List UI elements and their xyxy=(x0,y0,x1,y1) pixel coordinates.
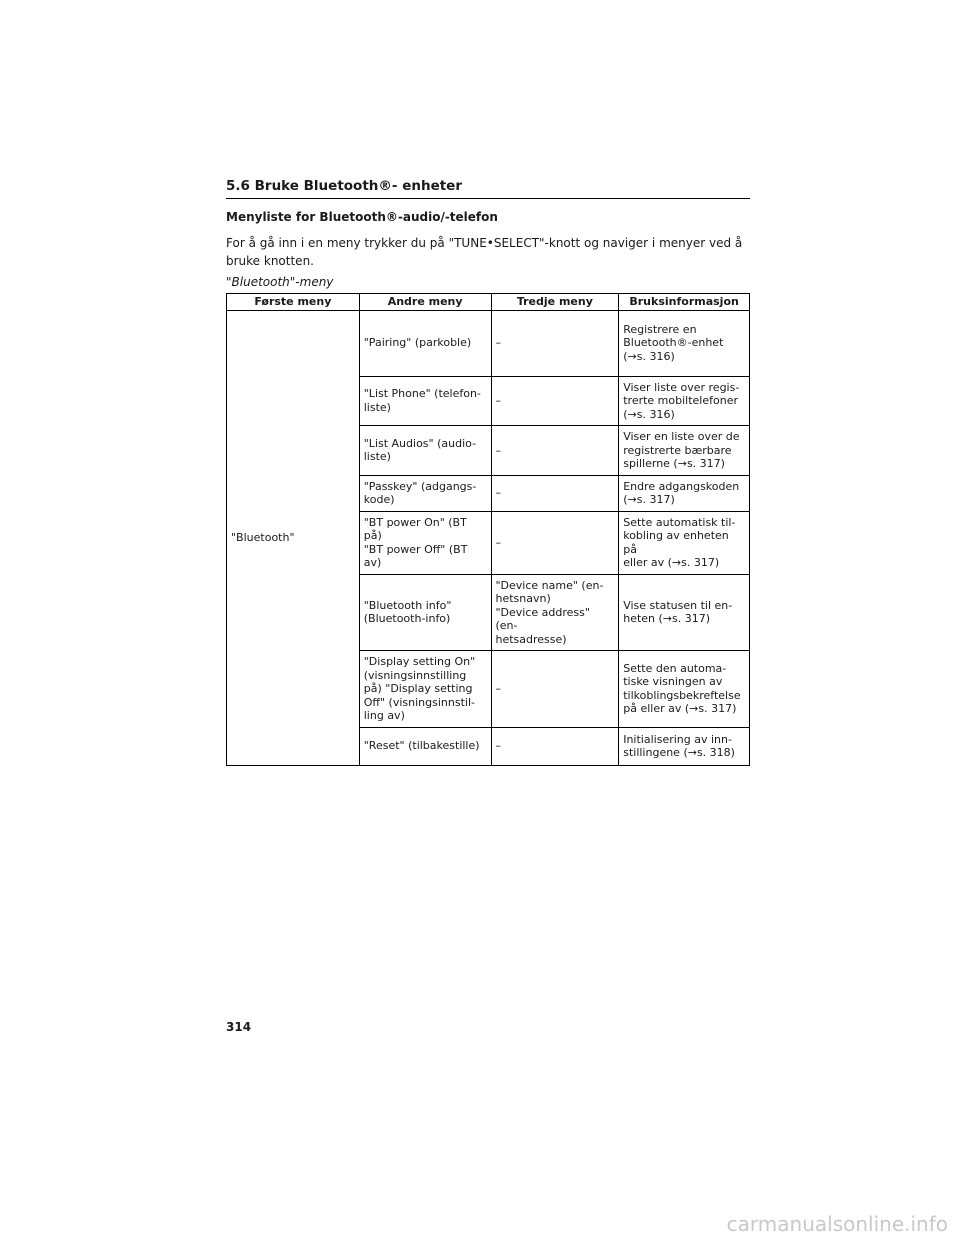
cell-usage-info xyxy=(619,475,750,511)
header-second-menu: Andre meny xyxy=(359,294,491,311)
cell-line: "Display setting On" xyxy=(363,655,476,668)
cell-line: – xyxy=(495,486,501,500)
cell-line: eller av (→s. 317) xyxy=(623,556,720,569)
cell-line: ling av) xyxy=(363,709,405,722)
cell-second-menu xyxy=(359,376,491,426)
cell-second-menu xyxy=(359,310,491,376)
cell-line: heten (→s. 317) xyxy=(623,612,711,626)
cell-line: Viser en liste over de xyxy=(623,430,740,443)
cell-third-menu xyxy=(491,475,619,511)
cell-third-menu xyxy=(491,727,619,765)
cell-line: "Reset" (tilbakestille) xyxy=(363,739,480,753)
header-usage-info: Bruksinformasjon xyxy=(619,294,750,311)
cell-line: Vise statusen til en- xyxy=(623,598,733,612)
section-header: 5.6 Bruke Bluetooth®- enheter xyxy=(226,178,750,199)
cell-line: (Bluetooth-info) xyxy=(363,612,451,626)
cell-second-menu xyxy=(359,651,491,728)
cell-usage-info xyxy=(619,376,750,426)
cell-line: – xyxy=(495,682,501,695)
cell-third-menu xyxy=(491,511,619,574)
cell-line: (visningsinnstilling xyxy=(363,668,467,682)
cell-line: tilkoblingsbekreftelse xyxy=(623,688,741,702)
cell-third-menu xyxy=(491,376,619,426)
cell-line: "Pairing" (parkoble) xyxy=(363,336,472,350)
cell-line: "BT power On" (BT på) xyxy=(363,515,467,542)
cell-line: Sette den automa- xyxy=(623,661,727,675)
cell-third-menu xyxy=(491,651,619,728)
cell-line: "List Phone" (telefon- xyxy=(363,387,481,401)
cell-usage-info xyxy=(619,310,750,376)
watermark: carmanualsonline.info xyxy=(726,1212,948,1236)
cell-line: – xyxy=(495,535,501,549)
cell-line: tiske visningen av xyxy=(623,675,723,689)
cell-usage-info xyxy=(619,426,750,476)
cell-line: – xyxy=(495,739,501,753)
cell-line: registrerte bærbare xyxy=(623,443,732,457)
table-row xyxy=(227,310,750,376)
cell-line: – xyxy=(495,394,501,407)
cell-first-menu: "Bluetooth" xyxy=(227,310,360,765)
cell-line: Off" (visningsinnstil- xyxy=(363,695,475,709)
cell-line: kode) xyxy=(363,493,395,506)
cell-line: "Device name" (en- xyxy=(495,578,604,592)
header-third-menu: Tredje meny xyxy=(491,294,619,311)
cell-line: liste) xyxy=(363,400,391,414)
table-body xyxy=(227,310,750,765)
page-number: 314 xyxy=(226,1020,252,1034)
cell-line: Sette automatisk til- xyxy=(623,515,736,529)
cell-line: "Device address" (en- xyxy=(495,605,590,632)
cell-line: Initialisering av inn- xyxy=(623,732,732,746)
cell-line: liste) xyxy=(363,450,391,464)
cell-line: stillingene (→s. 318) xyxy=(623,746,735,759)
cell-line: "Bluetooth info" xyxy=(363,598,452,612)
cell-line: kobling av enheten på xyxy=(623,529,729,556)
cell-line: "Passkey" (adgangs- xyxy=(363,479,477,493)
cell-second-menu xyxy=(359,426,491,476)
cell-line: hetsnavn) xyxy=(495,592,551,605)
cell-usage-info xyxy=(619,574,750,651)
subheading: Menyliste for Bluetooth®-audio/-telefon xyxy=(226,210,498,224)
cell-line: "List Audios" (audio- xyxy=(363,436,477,450)
cell-line: – xyxy=(495,443,501,457)
cell-line: trerte mobiltelefoner xyxy=(623,394,738,407)
cell-line: Viser liste over regis- xyxy=(623,380,740,394)
cell-line: (→s. 317) xyxy=(623,493,675,506)
cell-third-menu xyxy=(491,426,619,476)
cell-line: på eller av (→s. 317) xyxy=(623,702,737,716)
cell-line: (→s. 316) xyxy=(623,407,675,421)
cell-line: Bluetooth®-enhet xyxy=(623,336,724,350)
bluetooth-menu-table xyxy=(226,293,750,766)
cell-second-menu xyxy=(359,574,491,651)
cell-line: spillerne (→s. 317) xyxy=(623,457,725,470)
cell-second-menu xyxy=(359,727,491,765)
cell-line: "BT power Off" (BT av) xyxy=(363,542,468,569)
cell-line: hetsadresse) xyxy=(495,632,567,646)
cell-usage-info xyxy=(619,727,750,765)
cell-line: – xyxy=(495,336,501,350)
cell-usage-info xyxy=(619,511,750,574)
header-first-menu: Første meny xyxy=(227,294,360,311)
cell-second-menu xyxy=(359,511,491,574)
intro-paragraph: For å gå inn i en meny trykker du på "TUNE•SELECT"-knott og naviger i menyer ved å bruke knotten. xyxy=(226,236,743,268)
table-caption: "Bluetooth"-meny xyxy=(226,275,334,289)
cell-usage-info xyxy=(619,651,750,728)
cell-line: (→s. 316) xyxy=(623,349,675,363)
cell-second-menu xyxy=(359,475,491,511)
table-header-row xyxy=(227,294,750,311)
cell-line: Endre adgangskoden xyxy=(623,479,740,493)
cell-line: på) "Display setting xyxy=(363,682,473,695)
cell-line: Registrere en xyxy=(623,322,697,336)
cell-third-menu xyxy=(491,310,619,376)
cell-third-menu xyxy=(491,574,619,651)
